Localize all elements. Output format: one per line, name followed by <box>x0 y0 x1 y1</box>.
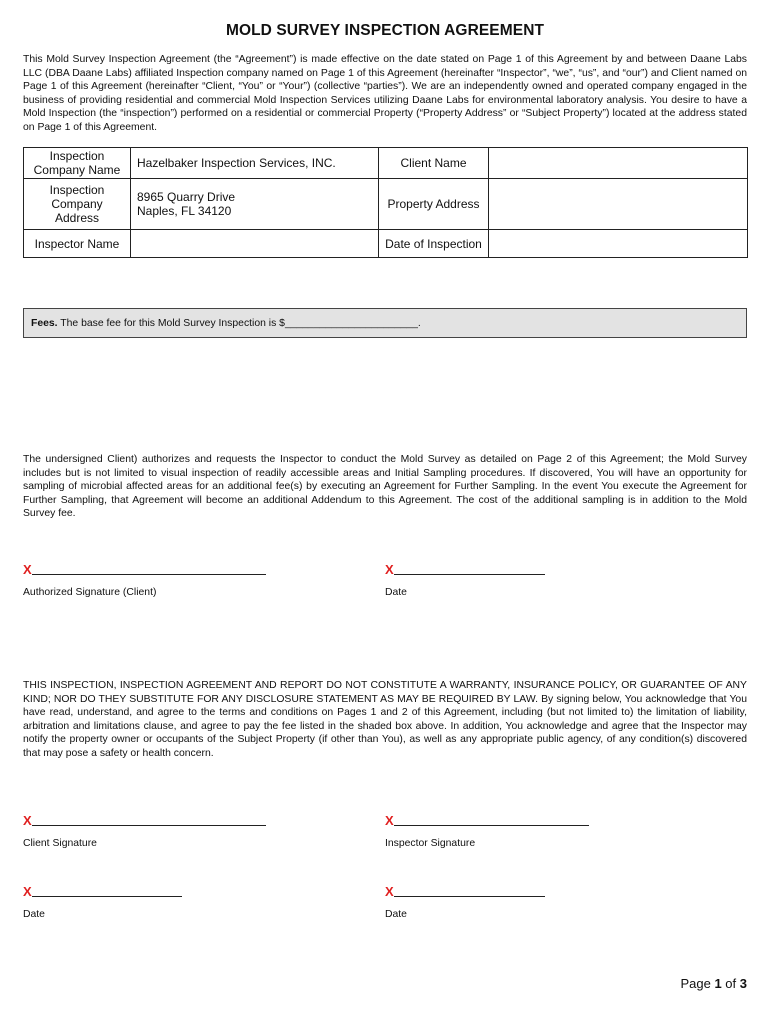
date-caption-3: Date <box>385 909 407 920</box>
signature-underline <box>394 574 545 575</box>
signature-underline <box>32 896 182 897</box>
fees-text <box>31 318 421 329</box>
table-row <box>24 230 748 258</box>
date-caption-2: Date <box>23 909 45 920</box>
company-name-label: Inspection Company Name <box>24 148 131 179</box>
company-address-field[interactable]: 8965 Quarry Drive Naples, FL 34120 <box>131 179 379 230</box>
signature-x-mark: X <box>385 562 394 577</box>
intro-paragraph: This Mold Survey Inspection Agreement (the “Agreement”) is made effective on the date stated on Page 1 of this Agreement by and between Daane Labs LLC (DBA Daane Labs) affiliated Inspection company named on Page 1 of this Agreement (hereinafter “Inspector”, “we”, “us”, and “our”) and Client named on Page 1 of this Agreement (hereinafter “Client, “You” or “Your”) (collective “parties”). We are an independently owned and operated company engaged in the business of providing residential and commercial Mold Inspection Services utilizing Daane Labs for environmental laboratory analysis. You desire to have a Mold Inspection (the “inspection”) performed on a residential or commercial Property (“Property Address” or “Subject Property”) located at the address stated on Page 1 of this Agreement. <box>23 54 747 133</box>
signature-underline <box>32 574 266 575</box>
date-signature-line-1[interactable] <box>385 561 545 575</box>
authorized-signature-caption: Authorized Signature (Client) <box>23 587 157 598</box>
company-address-label: Inspection Company Address <box>24 179 131 230</box>
signature-underline <box>32 825 266 826</box>
date-of-inspection-field[interactable] <box>489 230 748 258</box>
inspector-name-field[interactable] <box>131 230 379 258</box>
company-name-field[interactable]: Hazelbaker Inspection Services, INC. <box>131 148 379 179</box>
client-signature-caption: Client Signature <box>23 838 97 849</box>
page-number: Page 1 of 3 <box>680 976 747 991</box>
property-address-label: Property Address <box>379 179 489 230</box>
date-caption-1: Date <box>385 587 407 598</box>
signature-underline <box>394 896 545 897</box>
inspection-info-table <box>23 147 748 258</box>
signature-x-mark: X <box>23 813 32 828</box>
signature-x-mark: X <box>23 884 32 899</box>
signature-x-mark: X <box>385 813 394 828</box>
table-row <box>24 148 748 179</box>
inspector-signature-caption: Inspector Signature <box>385 838 476 849</box>
client-authorized-signature-line[interactable] <box>23 561 266 575</box>
property-address-field[interactable] <box>489 179 748 230</box>
client-name-field[interactable] <box>489 148 748 179</box>
fees-description: The base fee for this Mold Survey Inspection is $_______________________. <box>57 318 421 329</box>
authorization-paragraph: The undersigned Client) authorizes and requests the Inspector to conduct the Mold Survey as detailed on Page 2 of this Agreement; the Mold Survey includes but is not limited to visual inspection of readily accessible areas and Initial Sampling procedures. If discovered, You will have an opportunity for sampling of microbial affected areas for an additional fee(s) by executing an Agreement for Further Sampling. In the event You execute the Agreement for Further Sampling, that Agreement will become an additional Addendum to this Agreement. The cost of the additional sampling is in addition to the Mold Survey fee. <box>23 454 747 520</box>
date-of-inspection-label: Date of Inspection <box>379 230 489 258</box>
disclaimer-paragraph: THIS INSPECTION, INSPECTION AGREEMENT AND REPORT DO NOT CONSTITUTE A WARRANTY, INSURANCE POLICY, OR GUARANTEE OF ANY KIND; NOR DO THEY SUBSTITUTE FOR ANY DISCLOSURE STATEMENT AS MAY BE REQUIRED BY LAW. By signing below, You acknowledge that You have read, understand, and agree to the terms and conditions on Pages 1 and 2 of this Agreement, including (but not limited to) the limitation of liability, arbitration and limitations clause, and agree to pay the fee listed in the shaded box above. In addition, You acknowledge and agree that the Inspector may notify the property owner or occupants of the Subject Property (if other than You), as well as any appropriate public agency, of any condition(s) discovered that may pose a safety or health concern. <box>23 680 747 759</box>
fees-label: Fees. <box>31 318 58 329</box>
document-title: MOLD SURVEY INSPECTION AGREEMENT <box>225 22 545 39</box>
signature-x-mark: X <box>23 562 32 577</box>
signature-x-mark: X <box>385 884 394 899</box>
date-signature-line-3[interactable] <box>385 883 545 897</box>
table-row <box>24 179 748 230</box>
inspector-signature-line[interactable] <box>385 812 589 826</box>
signature-underline <box>394 825 589 826</box>
client-signature-line[interactable] <box>23 812 266 826</box>
inspector-name-label: Inspector Name <box>24 230 131 258</box>
date-signature-line-2[interactable] <box>23 883 182 897</box>
fees-box[interactable] <box>23 308 747 338</box>
client-name-label: Client Name <box>379 148 489 179</box>
